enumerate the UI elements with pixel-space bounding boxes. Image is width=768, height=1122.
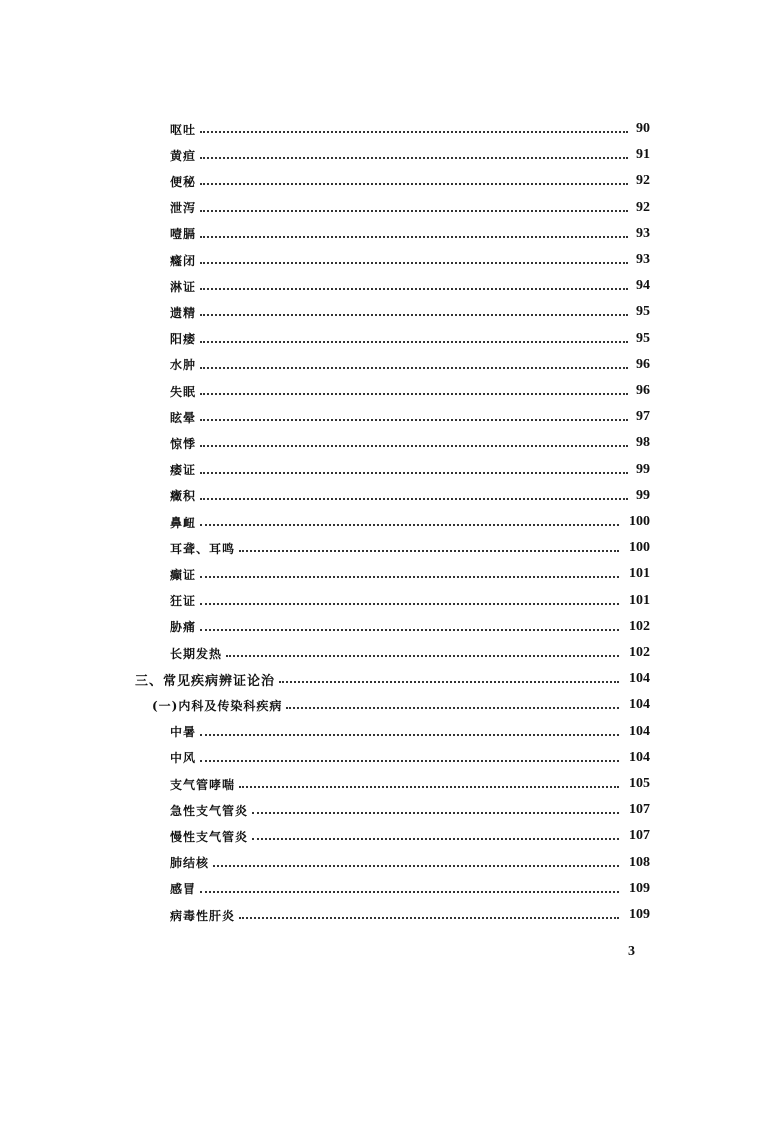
toc-entry-title: 病毒性肝炎: [170, 908, 236, 923]
toc-entry: [170, 511, 650, 533]
toc-entry-title: 耳聋、耳鸣: [170, 541, 236, 556]
toc-entry: [170, 144, 650, 166]
toc-entry: [170, 590, 650, 612]
toc-entry-title: 鼻衄: [170, 515, 197, 530]
toc-entry-title: 慢性支气管炎: [170, 829, 249, 844]
toc-entry: [170, 642, 650, 664]
dot-leader: [226, 653, 619, 657]
toc-entry: [170, 459, 650, 481]
toc-entry-title: 中暑: [170, 725, 197, 740]
toc-entry-page: 95: [636, 304, 650, 320]
dot-leader: [200, 391, 628, 395]
toc-entry-page: 109: [629, 880, 650, 896]
toc-entry: [170, 904, 650, 926]
toc-entry-page: 93: [636, 225, 650, 241]
toc-entry-page: 108: [629, 854, 650, 870]
toc-entry-page: 94: [636, 278, 650, 294]
toc-entry-title: 惊悸: [170, 436, 197, 451]
toc-entry-title: 狂证: [170, 594, 197, 609]
toc-entry: [170, 747, 650, 769]
toc-entry: [170, 616, 650, 638]
toc-entry-page: 105: [629, 776, 650, 791]
toc-entry-page: 91: [636, 147, 650, 163]
dot-leader: [239, 784, 619, 788]
toc-entry-page: 97: [636, 409, 650, 425]
toc-entry-title: 癫证: [170, 567, 197, 582]
toc-entry: [170, 118, 650, 140]
toc-entry: [135, 668, 650, 690]
toc-entry-title: 长期发热: [170, 646, 223, 661]
page-number: 3: [628, 944, 635, 959]
toc-entry-title: 水肿: [170, 358, 197, 373]
toc-entry-page: 102: [629, 645, 650, 660]
toc-entry-page: 102: [629, 618, 650, 634]
toc-entry-page: 104: [629, 697, 650, 713]
toc-entry-title: 中风: [170, 751, 197, 766]
toc-entry: [170, 721, 650, 743]
dot-leader: [200, 312, 628, 316]
dot-leader: [200, 286, 628, 290]
dot-leader: [200, 260, 628, 264]
toc-entry-title: 胁痛: [170, 620, 197, 635]
dot-leader: [200, 627, 619, 631]
toc-entry-title: (一)内科及传染科疾病: [152, 698, 283, 713]
toc-entry-page: 95: [636, 330, 650, 346]
toc-entry-title: 癃闭: [170, 253, 197, 268]
toc-entry: [152, 694, 650, 716]
toc-entry-page: 99: [636, 461, 650, 477]
toc-entry-page: 107: [629, 802, 650, 818]
dot-leader: [200, 496, 628, 500]
toc-entry-page: 104: [629, 671, 650, 687]
dot-leader: [200, 208, 628, 212]
toc-entry-title: 失眠: [170, 384, 197, 399]
dot-leader: [200, 470, 628, 474]
dot-leader: [239, 548, 619, 552]
dot-leader: [200, 129, 628, 133]
toc-entry-page: 101: [629, 566, 650, 582]
toc-entry: [170, 825, 650, 847]
dot-leader: [200, 522, 619, 526]
toc-entry-title: 肺结核: [170, 856, 210, 871]
toc-entry-page: 100: [629, 514, 650, 529]
dot-leader: [200, 574, 619, 578]
toc-entry: [170, 406, 650, 428]
toc-entry-page: 104: [629, 723, 650, 739]
dot-leader: [252, 810, 619, 814]
toc-entry: [170, 432, 650, 454]
dot-leader: [239, 915, 619, 919]
toc-entry-title: 三、常见疾病辨证论治: [135, 673, 276, 689]
toc-entry-page: 104: [629, 749, 650, 765]
toc-entry-page: 107: [629, 828, 650, 844]
toc-entry-title: 噎膈: [170, 227, 197, 242]
dot-leader: [200, 758, 619, 762]
toc-entry-title: 黄疸: [170, 148, 197, 163]
toc-entry-title: 癥积: [170, 489, 197, 504]
dot-leader: [213, 863, 619, 867]
toc-entry: [170, 563, 650, 585]
toc-entry-page: 109: [629, 907, 650, 922]
dot-leader: [200, 732, 619, 736]
toc-entry-page: 101: [629, 592, 650, 608]
dot-leader: [200, 601, 619, 605]
dot-leader: [200, 365, 628, 369]
toc-entry: [170, 485, 650, 507]
toc-entry: [170, 878, 650, 900]
toc-entry-page: 100: [629, 540, 650, 556]
toc-entry-title: 淋证: [170, 279, 197, 294]
toc-entry: [170, 799, 650, 821]
toc-entry: [170, 773, 650, 795]
toc-entry: [170, 197, 650, 219]
toc-entry: [170, 170, 650, 192]
toc-entry-page: 98: [636, 435, 650, 451]
dot-leader: [279, 679, 619, 683]
dot-leader: [200, 181, 628, 185]
toc-entry-page: 99: [636, 487, 650, 503]
toc-entry-title: 急性支气管炎: [170, 803, 249, 818]
toc-entry-page: 92: [636, 173, 650, 189]
toc-entry-title: 阳痿: [170, 332, 197, 347]
toc-entry: [170, 275, 650, 297]
toc-entry: [170, 852, 650, 874]
dot-leader: [200, 443, 628, 447]
dot-leader: [200, 155, 628, 159]
toc-entry-title: 便秘: [170, 174, 197, 189]
dot-leader: [252, 836, 619, 840]
toc-entry-title: 感冒: [170, 882, 197, 897]
dot-leader: [200, 234, 628, 238]
toc-entry-page: 90: [636, 121, 650, 136]
toc-entry: [170, 223, 650, 245]
toc-entry-title: 支气管哮喘: [170, 777, 236, 792]
toc-entry-title: 遗精: [170, 305, 197, 320]
toc-entry-title: 泄泻: [170, 201, 197, 216]
toc-entry: [170, 249, 650, 271]
toc-entry-page: 92: [636, 199, 650, 215]
toc-entry: [170, 380, 650, 402]
toc-entry: [170, 301, 650, 323]
toc-entry-page: 93: [636, 252, 650, 267]
toc-entry-page: 96: [636, 356, 650, 372]
dot-leader: [286, 705, 619, 709]
dot-leader: [200, 889, 619, 893]
toc-entry-title: 痿证: [170, 463, 197, 478]
dot-leader: [200, 417, 628, 421]
toc-entry-title: 眩晕: [170, 410, 197, 425]
toc-entry: [170, 537, 650, 559]
toc-entry: [170, 354, 650, 376]
toc-entry: [170, 328, 650, 350]
toc-entry-page: 96: [636, 383, 650, 398]
toc-entry-title: 呕吐: [170, 122, 197, 137]
dot-leader: [200, 339, 628, 343]
